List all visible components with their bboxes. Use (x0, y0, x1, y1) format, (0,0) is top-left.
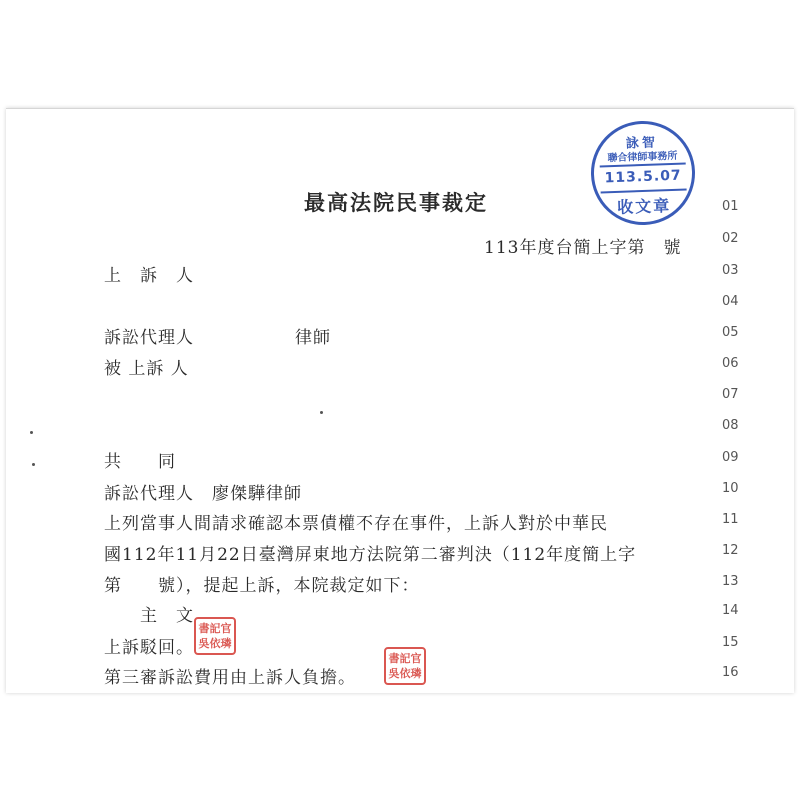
appellee-label: 被 上訴 人 (104, 359, 189, 379)
ruling-line-1: 上訴駁回。 (104, 638, 194, 658)
body-line-11: 上列當事人間請求確認本票債權不存在事件，上訴人對於中華民 (104, 514, 608, 534)
appellant-attorney-label: 訴訟代理人 (104, 328, 194, 348)
case-number: 113年度台簡上字第 號 (484, 238, 682, 258)
line-number: 12 (722, 543, 739, 558)
line-number: 02 (722, 231, 739, 246)
line-number: 01 (722, 199, 739, 214)
ruling-line-2: 第三審訴訟費用由上訴人負擔。 (104, 668, 356, 688)
line-number: 13 (722, 574, 739, 589)
stamp-date: 113.5.07 (604, 167, 682, 187)
joint-attorney: 訴訟代理人 廖傑驊律師 (104, 484, 302, 504)
stamp-label: 收文章 (616, 196, 672, 217)
line-number: 06 (722, 356, 739, 371)
line-number: 14 (722, 603, 739, 618)
document-page (6, 108, 794, 693)
line-number: 10 (722, 481, 739, 496)
line-number: 09 (722, 450, 739, 465)
joint-label: 共 同 (104, 452, 176, 472)
body-line-13: 第 號），提起上訴，本院裁定如下： (104, 576, 420, 596)
line-number: 03 (722, 263, 739, 278)
main-heading: 主 文 (140, 606, 194, 626)
body-line-12: 國112年11月22日臺灣屏東地方法院第二審判決（112年度簡上字 (104, 545, 637, 565)
clerk-seal: 書記官 吳依璘 (194, 617, 236, 655)
scan-speck (32, 463, 35, 466)
line-number: 05 (722, 325, 739, 340)
scan-speck (30, 431, 33, 434)
scan-speck (320, 411, 323, 414)
line-number: 16 (722, 665, 739, 680)
appellant-label: 上 訴 人 (104, 266, 194, 286)
stamp-firm-short: 詠智 (625, 135, 659, 152)
line-number: 11 (722, 512, 739, 527)
clerk-seal: 書記官 吳依璘 (384, 647, 426, 685)
line-number: 04 (722, 294, 739, 309)
line-number: 07 (722, 387, 739, 402)
lawyer-suffix: 律師 (295, 328, 331, 348)
line-number: 08 (722, 418, 739, 433)
line-number: 15 (722, 635, 739, 650)
stamp-firm-name: 聯合律師事務所 (607, 150, 678, 165)
document-title: 最高法院民事裁定 (304, 190, 488, 215)
